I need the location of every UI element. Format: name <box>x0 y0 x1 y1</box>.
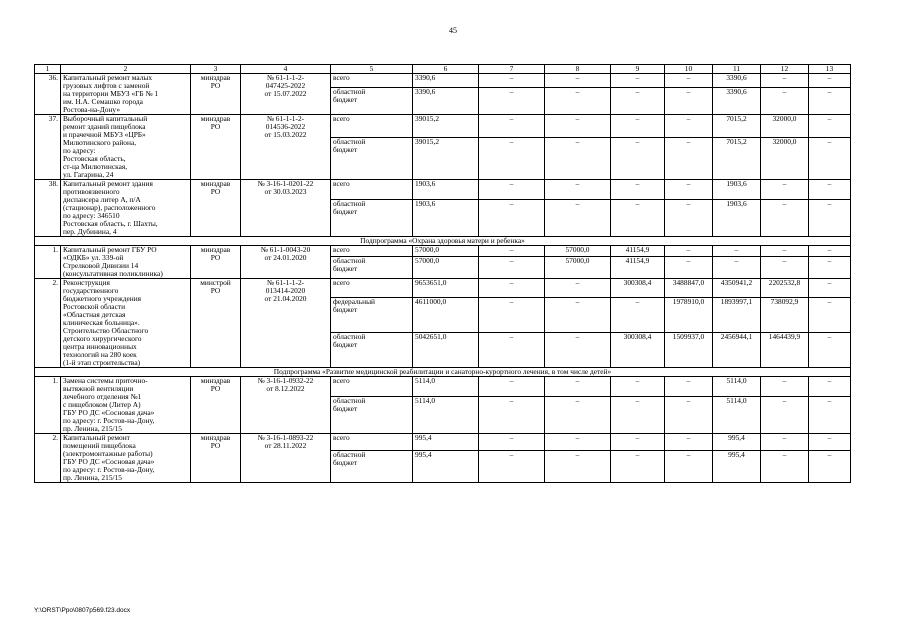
subprogram-row <box>35 368 851 377</box>
value-cell: – <box>611 115 665 138</box>
value-cell: 5042651,0 <box>413 332 479 367</box>
value-cell: – <box>713 246 761 257</box>
value-cell: 3390,6 <box>713 88 761 115</box>
value-cell: – <box>479 377 545 397</box>
value-cell: – <box>479 74 545 88</box>
value-cell: – <box>665 450 713 482</box>
value-cell: 995,4 <box>713 450 761 482</box>
value-cell: 1903,6 <box>413 180 479 200</box>
column-number: 1 <box>35 65 61 74</box>
ministry: минздрав РО <box>191 115 241 180</box>
value-cell: – <box>611 396 665 433</box>
value-cell: – <box>665 88 713 115</box>
column-number: 6 <box>413 65 479 74</box>
value-cell: – <box>479 246 545 257</box>
value-cell: 3390,6 <box>713 74 761 88</box>
funding-source: федеральный бюджет <box>331 297 413 332</box>
value-cell: – <box>545 137 611 180</box>
value-cell: 3488847,0 <box>665 279 713 298</box>
value-cell: – <box>761 434 809 451</box>
ministry: минздрав РО <box>191 377 241 434</box>
subprogram-row <box>35 237 851 246</box>
funding-source: всего <box>331 74 413 88</box>
value-cell: – <box>479 199 545 236</box>
row-number: 2. <box>35 279 61 368</box>
value-cell: – <box>479 450 545 482</box>
value-cell: – <box>545 434 611 451</box>
column-number-row <box>35 65 851 74</box>
subprogram-title: Подпрограмма «Развитие медицинской реабилитации и санаторно-курортного лечения, в том числе детей» <box>35 368 851 377</box>
value-cell: – <box>665 434 713 451</box>
table-row <box>35 246 851 257</box>
value-cell: – <box>479 297 545 332</box>
value-cell: – <box>809 377 851 397</box>
investment-table <box>34 64 851 483</box>
value-cell: – <box>479 396 545 433</box>
value-cell: 4350941,2 <box>713 279 761 298</box>
value-cell: – <box>611 450 665 482</box>
value-cell: 1464439,9 <box>761 332 809 367</box>
value-cell: – <box>665 257 713 279</box>
value-cell: – <box>761 396 809 433</box>
value-cell: 995,4 <box>413 434 479 451</box>
value-cell: – <box>809 297 851 332</box>
project-name: Капитальный ремонт ГБУ РО «ОДКБ» ул. 339-ой Стрелковой Дивизии 14 (консультативная поликлиника) <box>61 246 191 279</box>
value-cell: – <box>809 279 851 298</box>
column-number: 4 <box>241 65 331 74</box>
table-row <box>35 180 851 200</box>
value-cell: – <box>545 297 611 332</box>
value-cell: – <box>713 257 761 279</box>
column-number: 3 <box>191 65 241 74</box>
value-cell: – <box>545 279 611 298</box>
row-number: 1. <box>35 246 61 279</box>
value-cell: – <box>761 246 809 257</box>
value-cell: – <box>545 199 611 236</box>
funding-source: областной бюджет <box>331 450 413 482</box>
ministry: минздрав РО <box>191 246 241 279</box>
value-cell: 1978910,0 <box>665 297 713 332</box>
row-number: 38. <box>35 180 61 237</box>
project-name: Капитальный ремонт малых грузовых лифтов с заменой на территории МБУЗ «ГБ № 1 им. Н.А. Семашко города Ростова-на-Дону» <box>61 74 191 115</box>
value-cell: 39015,2 <box>413 115 479 138</box>
row-number: 1. <box>35 377 61 434</box>
value-cell: – <box>611 180 665 200</box>
value-cell: – <box>809 115 851 138</box>
value-cell: – <box>479 115 545 138</box>
value-cell: 1509937,0 <box>665 332 713 367</box>
value-cell: 32000,0 <box>761 115 809 138</box>
value-cell: – <box>545 396 611 433</box>
document-number: № 3-16-1-0893-22 от 28.11.2022 <box>241 434 331 483</box>
value-cell: 738092,9 <box>761 297 809 332</box>
value-cell: 5114,0 <box>413 396 479 433</box>
project-name: Выборочный капитальный ремонт зданий пищеблока и прачечной МБУЗ «ЦРБ» Милютинского района, по адресу: Ростовская область, ст-ца Милютинская, ул. Гагарина, 24 <box>61 115 191 180</box>
column-number: 11 <box>713 65 761 74</box>
value-cell: – <box>545 377 611 397</box>
value-cell: – <box>665 396 713 433</box>
project-name: Реконструкция государственного бюджетного учреждения Ростовской области «Областная детская клиническая больница». Строительство Областного детского хирургического центра инновационных технологий на 280 коек (1-й этап строительства) <box>61 279 191 368</box>
value-cell: – <box>665 74 713 88</box>
value-cell: – <box>611 88 665 115</box>
project-name: Капитальный ремонт здания противоязвенного диспансера литер А, п/А (стационар), расположенного по адресу: 346510 Ростовская область, г. Шахты, пер. Дубинина, 4 <box>61 180 191 237</box>
value-cell: – <box>665 377 713 397</box>
column-number: 2 <box>61 65 191 74</box>
ministry: минздрав РО <box>191 434 241 483</box>
value-cell: – <box>809 180 851 200</box>
value-cell: – <box>545 332 611 367</box>
value-cell: 57000,0 <box>545 246 611 257</box>
funding-source: областной бюджет <box>331 137 413 180</box>
table-row <box>35 74 851 88</box>
column-number: 7 <box>479 65 545 74</box>
column-number: 9 <box>611 65 665 74</box>
funding-source: всего <box>331 115 413 138</box>
value-cell: – <box>545 74 611 88</box>
value-cell: 57000,0 <box>413 257 479 279</box>
table-body <box>35 65 851 483</box>
table-row <box>35 377 851 397</box>
value-cell: 3390,6 <box>413 74 479 88</box>
column-number: 5 <box>331 65 413 74</box>
value-cell: 5114,0 <box>413 377 479 397</box>
document-number: № 61-1-1-2- 047425-2022 от 15.07.2022 <box>241 74 331 115</box>
value-cell: 1893997,1 <box>713 297 761 332</box>
value-cell: – <box>809 199 851 236</box>
column-number: 12 <box>761 65 809 74</box>
value-cell: 32000,0 <box>761 137 809 180</box>
document-number: № 3-16-1-0201-22 от 30.03.2023 <box>241 180 331 237</box>
document-number: № 61-1-0043-20 от 24.01.2020 <box>241 246 331 279</box>
value-cell: – <box>809 332 851 367</box>
value-cell: – <box>809 74 851 88</box>
value-cell: 1903,6 <box>413 199 479 236</box>
document-number: № 61-1-1-2- 014536-2022 от 15.03.2022 <box>241 115 331 180</box>
value-cell: 3390,6 <box>413 88 479 115</box>
value-cell: 4611000,0 <box>413 297 479 332</box>
funding-source: областной бюджет <box>331 88 413 115</box>
value-cell: 5114,0 <box>713 396 761 433</box>
funding-source: всего <box>331 377 413 397</box>
value-cell: – <box>665 199 713 236</box>
value-cell: – <box>611 137 665 180</box>
page-number: 45 <box>449 26 457 35</box>
funding-source: всего <box>331 180 413 200</box>
value-cell: – <box>545 88 611 115</box>
funding-source: областной бюджет <box>331 199 413 236</box>
value-cell: – <box>761 180 809 200</box>
table-row <box>35 115 851 138</box>
value-cell: – <box>479 257 545 279</box>
column-number: 13 <box>809 65 851 74</box>
value-cell: – <box>761 199 809 236</box>
value-cell: – <box>545 180 611 200</box>
value-cell: – <box>479 434 545 451</box>
value-cell: – <box>665 180 713 200</box>
value-cell: – <box>545 450 611 482</box>
value-cell: 39015,2 <box>413 137 479 180</box>
value-cell: – <box>665 137 713 180</box>
project-name: Замена системы приточно- вытяжной вентиляции лечебного отделения №1 с пищеблоком (Литер А) ГБУ РО ДС «Сосновая дача» по адресу: г. Ростов-на-Дону, пр. Ленина, 215/15 <box>61 377 191 434</box>
row-number: 2. <box>35 434 61 483</box>
column-number: 10 <box>665 65 713 74</box>
value-cell: 41154,9 <box>611 257 665 279</box>
table-row <box>35 434 851 451</box>
row-number: 37. <box>35 115 61 180</box>
value-cell: 995,4 <box>713 434 761 451</box>
funding-source: областной бюджет <box>331 257 413 279</box>
ministry: минздрав РО <box>191 74 241 115</box>
value-cell: – <box>809 88 851 115</box>
value-cell: 2202532,8 <box>761 279 809 298</box>
project-name: Капитальный ремонт помещений пищеблока (электромонтажные работы) ГБУ РО ДС «Сосновая дача» по адресу: г. Ростов-на-Дону, пр. Ленина, 215/15 <box>61 434 191 483</box>
value-cell: – <box>761 257 809 279</box>
value-cell: – <box>479 88 545 115</box>
funding-source: всего <box>331 246 413 257</box>
value-cell: – <box>611 377 665 397</box>
value-cell: 300308,4 <box>611 279 665 298</box>
value-cell: 41154,9 <box>611 246 665 257</box>
value-cell: – <box>611 74 665 88</box>
value-cell: 300308,4 <box>611 332 665 367</box>
value-cell: – <box>611 297 665 332</box>
value-cell: 7015,2 <box>713 137 761 180</box>
value-cell: 2456944,1 <box>713 332 761 367</box>
value-cell: – <box>809 396 851 433</box>
funding-source: всего <box>331 279 413 298</box>
value-cell: – <box>761 377 809 397</box>
value-cell: – <box>761 450 809 482</box>
table-row <box>35 279 851 298</box>
value-cell: 5114,0 <box>713 377 761 397</box>
value-cell: 57000,0 <box>413 246 479 257</box>
value-cell: – <box>665 115 713 138</box>
value-cell: – <box>545 115 611 138</box>
column-number: 8 <box>545 65 611 74</box>
value-cell: – <box>479 137 545 180</box>
value-cell: 995,4 <box>413 450 479 482</box>
document-number: № 61-1-1-2- 013414-2020 от 21.04.2020 <box>241 279 331 368</box>
document-number: № 3-16-1-0932-22 от 8.12.2022 <box>241 377 331 434</box>
value-cell: 1903,6 <box>713 180 761 200</box>
value-cell: – <box>761 88 809 115</box>
value-cell: 1903,6 <box>713 199 761 236</box>
row-number: 36. <box>35 74 61 115</box>
value-cell: – <box>611 199 665 236</box>
value-cell: – <box>665 246 713 257</box>
funding-source: областной бюджет <box>331 332 413 367</box>
ministry: минстрой РО <box>191 279 241 368</box>
value-cell: – <box>809 257 851 279</box>
value-cell: – <box>809 450 851 482</box>
file-path-footer: Y:\ORST\Ppo\0807p569.f23.docx <box>34 607 131 614</box>
value-cell: – <box>761 74 809 88</box>
ministry: минздрав РО <box>191 180 241 237</box>
value-cell: 57000,0 <box>545 257 611 279</box>
value-cell: – <box>809 434 851 451</box>
value-cell: – <box>611 434 665 451</box>
value-cell: – <box>809 246 851 257</box>
value-cell: – <box>479 279 545 298</box>
value-cell: – <box>479 332 545 367</box>
value-cell: 7015,2 <box>713 115 761 138</box>
value-cell: – <box>809 137 851 180</box>
value-cell: 9653651,0 <box>413 279 479 298</box>
subprogram-title: Подпрограмма «Охрана здоровья матери и ребенка» <box>35 237 851 246</box>
funding-source: областной бюджет <box>331 396 413 433</box>
value-cell: – <box>479 180 545 200</box>
funding-source: всего <box>331 434 413 451</box>
